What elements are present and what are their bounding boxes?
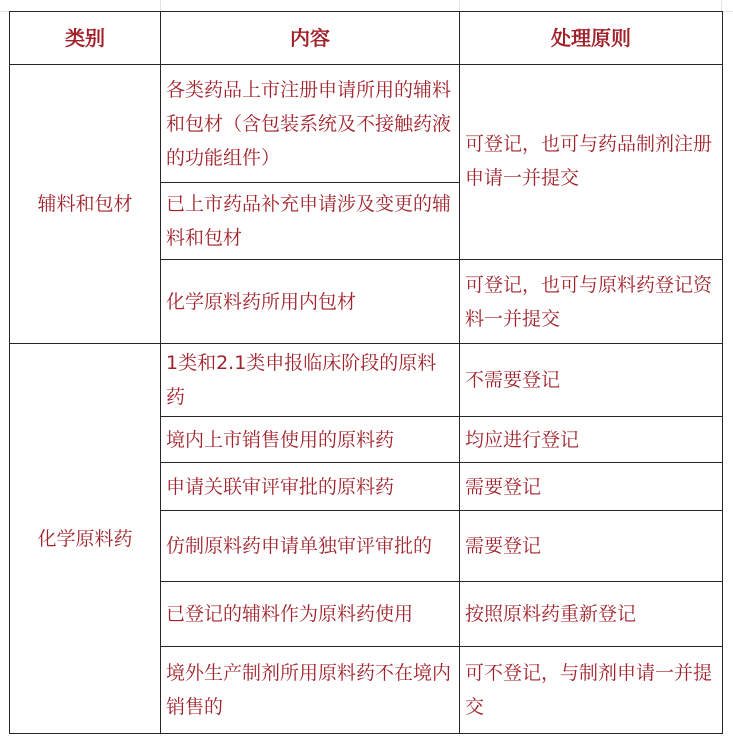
principle-cell: 均应进行登记 bbox=[460, 417, 723, 463]
table-row bbox=[10, 65, 723, 183]
header-principle: 处理原则 bbox=[460, 12, 723, 65]
principle-cell: 可不登记，与制剂申请一并提交 bbox=[460, 647, 723, 734]
principle-cell: 可登记，也可与药品制剂注册申请一并提交 bbox=[460, 65, 723, 260]
header-category: 类别 bbox=[10, 12, 161, 65]
category-cell: 化学原料药 bbox=[10, 344, 161, 734]
table-header-row bbox=[10, 12, 723, 65]
principle-cell: 不需要登记 bbox=[460, 344, 723, 417]
content-cell: 化学原料药所用内包材 bbox=[161, 260, 460, 344]
principle-cell: 需要登记 bbox=[460, 511, 723, 582]
header-content: 内容 bbox=[161, 12, 460, 65]
content-cell: 1类和2.1类申报临床阶段的原料药 bbox=[161, 344, 460, 417]
table-row bbox=[10, 344, 723, 417]
registration-table bbox=[9, 11, 723, 734]
principle-cell: 可登记，也可与原料药登记资料一并提交 bbox=[460, 260, 723, 344]
content-cell: 已登记的辅料作为原料药使用 bbox=[161, 582, 460, 647]
content-cell: 仿制原料药申请单独审评审批的 bbox=[161, 511, 460, 582]
category-cell: 辅料和包材 bbox=[10, 65, 161, 344]
content-cell: 申请关联审评审批的原料药 bbox=[161, 463, 460, 511]
content-cell: 已上市药品补充申请涉及变更的辅料和包材 bbox=[161, 183, 460, 260]
principle-cell: 需要登记 bbox=[460, 463, 723, 511]
content-cell: 各类药品上市注册申请所用的辅料和包材（含包装系统及不接触药液的功能组件） bbox=[161, 65, 460, 183]
content-cell: 境外生产制剂所用原料药不在境内销售的 bbox=[161, 647, 460, 734]
principle-cell: 按照原料药重新登记 bbox=[460, 582, 723, 647]
content-cell: 境内上市销售使用的原料药 bbox=[161, 417, 460, 463]
